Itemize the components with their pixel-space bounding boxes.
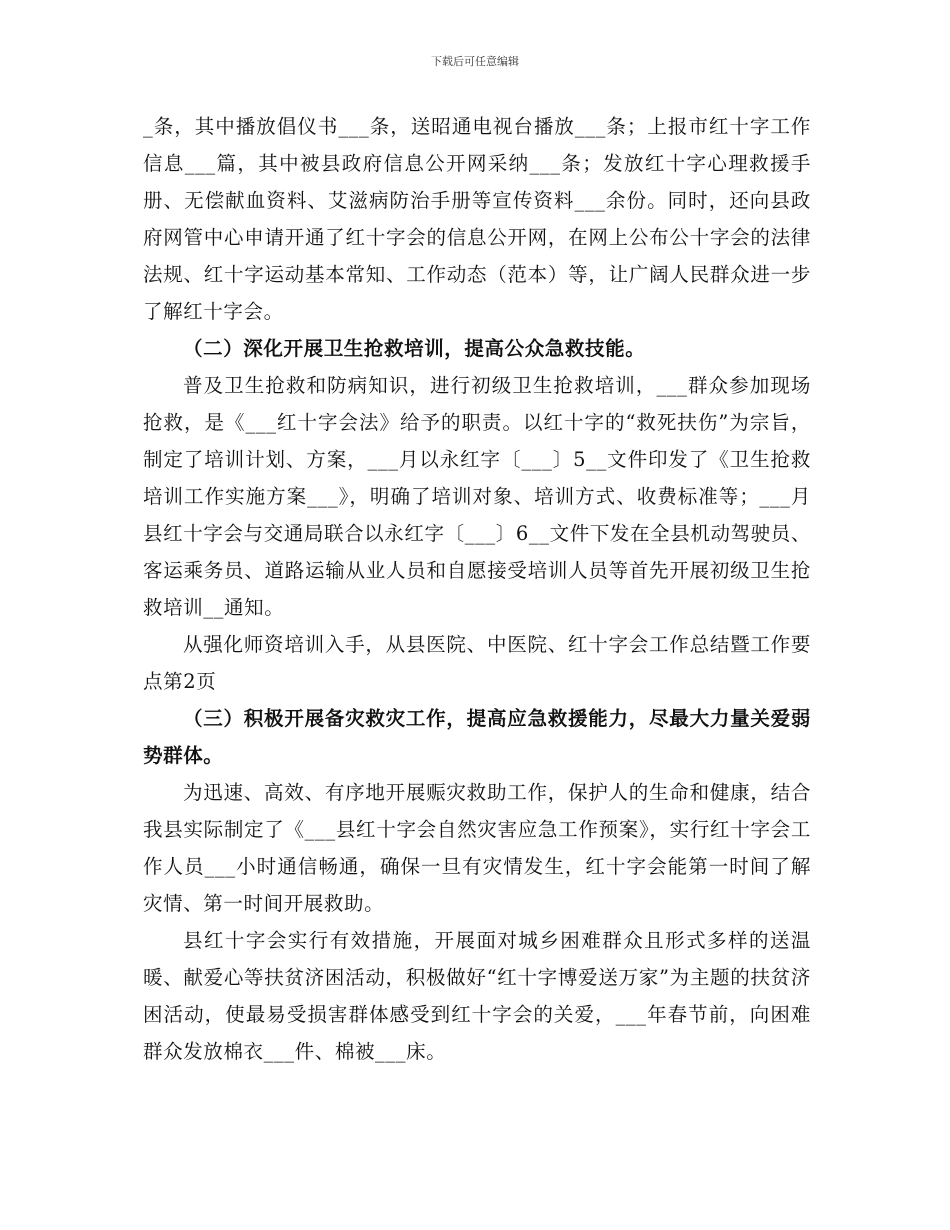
page-header: 下载后可任意编辑 [431, 55, 519, 68]
section-heading-3: （三）积极开展备灾救灾工作，提高应急救援能力，尽最大力量关爱弱势群体。 [143, 707, 811, 767]
document-body [143, 108, 811, 1070]
paragraph-publicity: _条，其中播放倡仪书___条，送昭通电视台播放___条；上报市红十字工作信息___篇，其中被县政府信息公开网采纳___条；发放红十字心理救援手册、无偿献血资料、艾滋病防治手册等宣传资料___余份。同时，还向县政府网管中心申请开通了红十字会的信息公开网，在网上公布公十字会的法律法规、红十字运动基本常知、工作动态（范本）等，让广阔人民群众进一步了解红十字会。 [143, 115, 811, 323]
paragraph-training: 普及卫生抢救和防病知识，进行初级卫生抢救培训，___群众参加现场抢救，是《___红十字会法》给予的职责。以红十字的“救死扶伤”为宗旨，制定了培训计划、方案，___月以永红字〔___〕5__文件印发了《卫生抢救培训工作实施方案___》，明确了培训对象、培训方式、收费标准等；___月县红十字会与交通局联合以永红字〔___〕6__文件下发在全县机动驾驶员、客运乘务员、道路运输从业人员和自愿接受培训人员等首先开展初级卫生抢救培训__通知。 [143, 374, 811, 619]
section-heading-2: （二）深化开展卫生抢救培训，提高公众急救技能。 [183, 337, 646, 360]
paragraph-teacher-training: 从强化师资培训入手，从县医院、中医院、红十字会工作总结暨工作要点第2页 [143, 633, 811, 693]
paragraph-poverty-relief: 县红十字会实行有效措施，开展面对城乡困难群众且形式多样的送温暖、献爱心等扶贫济困活动，积极做好“红十字博爱送万家”为主题的扶贫济困活动，使最易受损害群体感受到红十字会的关爱，___年春节前，向困难群众发放棉衣___件、棉被___床。 [143, 929, 811, 1063]
paragraph-disaster-relief: 为迅速、高效、有序地开展赈灾救助工作，保护人的生命和健康，结合我县实际制定了《___县红十字会自然灾害应急工作预案》，实行红十字会工作人员___小时通信畅通，确保一旦有灾情发生，红十字会能第一时间了解灾情、第一时间开展救助。 [143, 781, 811, 915]
